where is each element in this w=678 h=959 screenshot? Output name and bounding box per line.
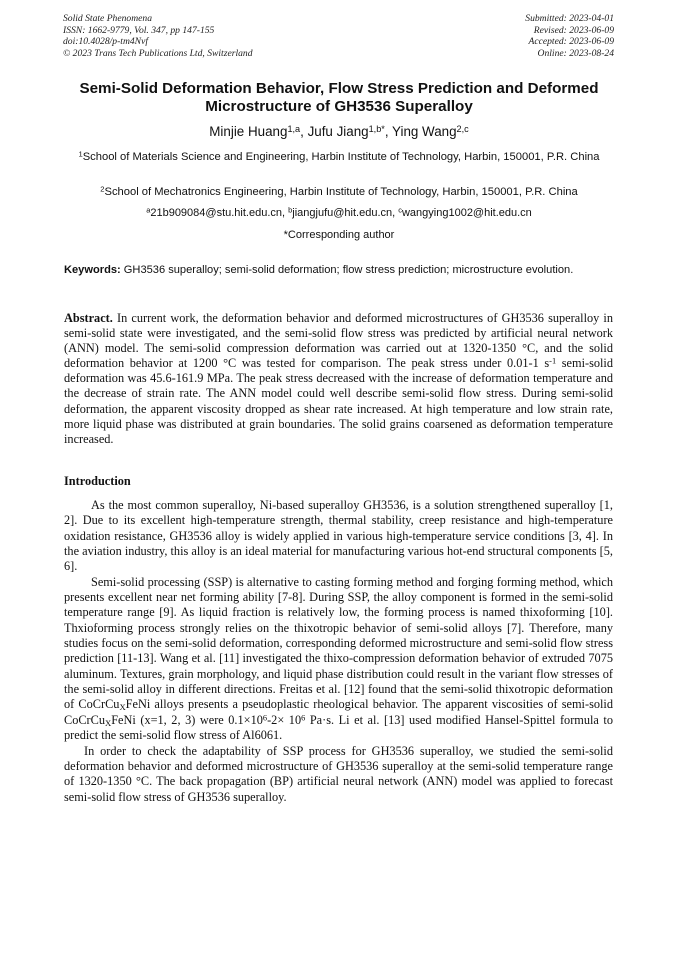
author-name: Ying Wang xyxy=(392,124,457,139)
email-address[interactable]: 21b909084@stu.hit.edu.cn xyxy=(150,207,282,219)
email-separator: , xyxy=(392,207,399,219)
section-heading-introduction: Introduction xyxy=(64,474,131,488)
paper-title: Semi-Solid Deformation Behavior, Flow Stress Prediction and Deformed Microstructure of GH3536 Superalloy xyxy=(79,80,599,115)
affiliation-number: 1 xyxy=(78,149,83,159)
author-separator: , xyxy=(384,124,393,139)
affiliation-2 xyxy=(50,185,628,200)
author-name: Minjie Huang xyxy=(209,124,288,139)
abstract-paragraph xyxy=(64,311,613,447)
email-address[interactable]: wangying1002@hit.edu.cn xyxy=(401,207,532,219)
intro-paragraph-2 xyxy=(64,575,613,744)
email-mark: c xyxy=(398,205,402,215)
keywords-text: GH3536 superalloy; semi-solid deformation; flow stress prediction; microstructure evolution. xyxy=(120,264,574,276)
intro-p2-text: Semi-solid processing (SSP) is alternative to casting forming method and forging forming method, which presents excellent near net forming ability [7-8]. During SSP, the alloy component is formed in the semi-solid temperature range [9]. As liquid fraction is relatively low, the forming process is named thixoforming [10]. Thxioforming process strongly relies on the thixotropic behavior of semi-solid alloys [7]. Therefore, many studies focus on the semi-solid deformation, corresponding deformed microstructure and semi-solid flow stress prediction [11-13]. Wang et al. [11] investigated the thixo-compression deformation behavior of extruded 7075 aluminum. Textures, grain morphology, and liquid phase distribution could result in the variant flow stresses of the semi-solid alloy in different directions. Freitas et al. [12] found that the semi-solid thixotropic deformation of CoCrCu xyxy=(64,574,613,712)
intro-paragraph-3: In order to check the adaptability of SSP process for GH3536 superalloy, we studied the semi-solid deformation behavior and deformed microstructure of GH3536 superalloy at the semi-solid temperature range of 1320-1350 °C. The back propagation (BP) artificial neural network (ANN) model was applied to forecast semi-solid flow stress of GH3536 superalloy. xyxy=(64,743,613,804)
author-affiliation-mark: 1,b* xyxy=(368,123,385,134)
abstract-text-cont: semi-solid deformation was 45.6-161.9 MPa. The peak stress decreased with the increase of deformation temperature and the decrease of strain rate. The ANN model could well describe semi-solid flow stress. During semi-solid deformation, the apparent viscosity dropped as shear rate increased. At high temperature and low strain rate, more liquid phase was distributed at grain boundaries. The solid grains coarsened as deformation temperature increased. xyxy=(64,356,613,446)
subscript-x: X xyxy=(105,717,112,728)
superscript-6: 6 xyxy=(262,713,268,723)
journal-name: Solid State Phenomena xyxy=(63,13,152,24)
email-address[interactable]: jiangjufu@hit.edu.cn xyxy=(292,207,393,219)
affiliation-text: School of Mechatronics Engineering, Harbin Institute of Technology, Harbin, 150001, P.R. China xyxy=(104,186,578,198)
intro-p2-text: FeNi (x=1, 2, 3) were 0.1×10 xyxy=(111,712,263,727)
accepted-date: Accepted: 2023-06-09 xyxy=(528,36,614,48)
corresponding-author-note: *Corresponding author xyxy=(283,229,395,241)
author-separator: , xyxy=(300,124,308,139)
email-separator: , xyxy=(282,207,289,219)
author-affiliation-mark: 2,c xyxy=(456,123,469,134)
superscript-6: 6 xyxy=(301,713,306,723)
revised-date: Revised: 2023-06-09 xyxy=(533,24,614,36)
intro-paragraph-1: As the most common superalloy, Ni-based superalloy GH3536, is a solution strengthened superalloy [1, 2]. Due to its excellent high-temperature strength, thermal stability, creep resistance and high-temperature oxidation resistance, GH3536 alloy is widely applied in various high-temperature service conditions [3, 4]. In the aviation industry, this alloy is an ideal material for manufacturing various hot-end structural components [5, 6]. xyxy=(64,498,613,574)
affiliation-1 xyxy=(50,150,628,165)
submitted-date: Submitted: 2023-04-01 xyxy=(525,13,614,24)
submission-dates xyxy=(525,13,614,59)
doi-line: doi:10.4028/p-tm4Nvf xyxy=(63,36,149,48)
affiliation-number: 2 xyxy=(100,184,105,194)
issn-line: ISSN: 1662-9779, Vol. 347, pp 147-155 xyxy=(63,24,215,36)
subscript-x: X xyxy=(119,702,126,713)
copyright-line: © 2023 Trans Tech Publications Ltd, Switzerland xyxy=(63,47,253,59)
abstract-label: Abstract. xyxy=(64,311,113,325)
keywords-paragraph xyxy=(64,263,613,278)
intro-p2-text: Pa·s. Li et al. [13] used modified Hansel-Spittel formula to predict the semi-solid flow stress of Al6061. xyxy=(64,712,613,743)
author-list xyxy=(50,124,628,140)
affiliation-text: School of Materials Science and Engineering, Harbin Institute of Technology, Harbin, 150001, P.R. China xyxy=(82,151,600,163)
introduction-body xyxy=(64,498,613,805)
email-mark: b xyxy=(288,205,293,215)
author-affiliation-mark: 1,a xyxy=(287,123,301,134)
online-date: Online: 2023-08-24 xyxy=(537,47,614,59)
author-name: Jufu Jiang xyxy=(307,124,369,139)
email-list xyxy=(50,206,628,220)
abstract-text: In current work, the deformation behavior and deformed microstructures of GH3536 superalloy in semi-solid state were investigated, and the semi-solid flow stress was predicted by artificial neural network (ANN) model. The semi-solid compression deformation was carried out at 1320-1350 °C, and the solid deformation behavior at 1200 °C was tested for comparison. The peak stress under 0.01-1 s xyxy=(64,311,613,371)
journal-info xyxy=(63,13,253,59)
keywords-label: Keywords: xyxy=(64,264,121,276)
abstract-superscript: -1 xyxy=(549,356,557,366)
email-mark: a xyxy=(146,205,151,215)
intro-p2-text: -2× 10 xyxy=(267,712,302,727)
intro-p2-text: FeNi alloys presents a pseudoplastic rheological behavior. The apparent viscosities of semi-solid CoCrCu xyxy=(64,697,613,727)
